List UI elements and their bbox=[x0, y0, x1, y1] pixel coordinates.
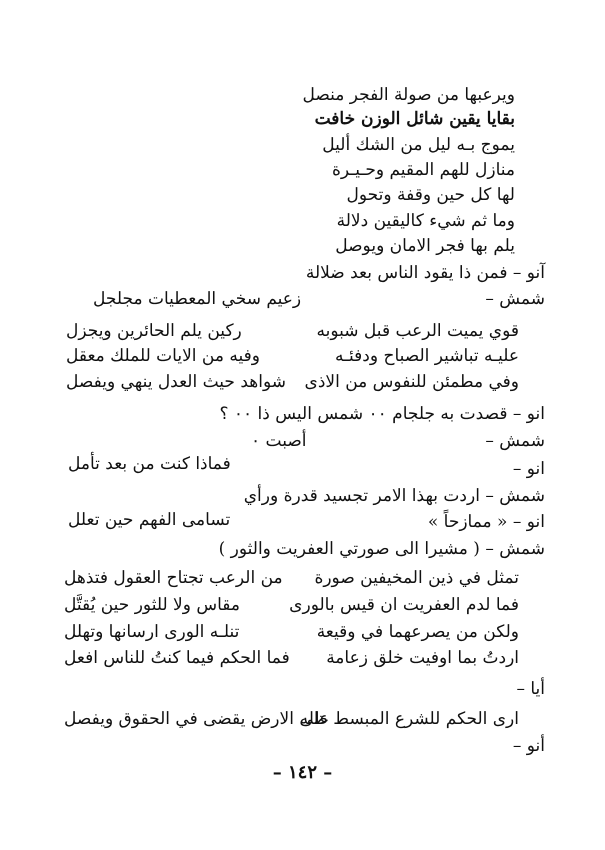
speaker-label: شمش – bbox=[485, 289, 545, 309]
dialogue-line: آنو – فمن ذا يقود الناس بعد ضلالة bbox=[305, 263, 545, 283]
verse-line: وما ثم شيء كاليقين دلالة bbox=[336, 211, 515, 231]
verse-hemistich-right: ولكن من يصرعهما في وقيعة bbox=[316, 622, 519, 642]
verse-hemistich-right: قوي يميت الرعب قبل شبوبه bbox=[316, 321, 519, 341]
speaker-label: انو – bbox=[512, 459, 545, 479]
verse-line: أصبت ٠ bbox=[251, 431, 307, 451]
speaker-label: أنو – bbox=[512, 736, 545, 756]
verse-hemistich-right: تمثل في ذين المخيفين صورة bbox=[314, 568, 519, 588]
dialogue-line: شمش – اردت بهذا الامر تجسيد قدرة ورأي bbox=[243, 486, 545, 506]
verse-hemistich-left: شواهد حيث العدل ينهي ويفصل bbox=[66, 372, 286, 392]
verse-line: يموج بـه ليل من الشك أليل bbox=[322, 135, 515, 155]
speaker-label: انو – « ممازحاً » bbox=[427, 512, 545, 532]
verse-line: فماذا كنت من بعد تأمل bbox=[68, 454, 231, 474]
speaker-label: شمش – bbox=[485, 431, 545, 451]
verse-hemistich-right: عليـه تباشير الصباح ودفئـه bbox=[334, 346, 519, 366]
verse-line: ويرعبها من صولة الفجر منصل bbox=[302, 85, 515, 105]
verse-hemistich-right: ارى الحكم للشرع المبسط ظله bbox=[299, 709, 519, 729]
verse-line: زعيم سخي المعطيات مجلجل bbox=[93, 289, 302, 309]
verse-hemistich-left: فما الحكم فيما كنتُ للناس افعل bbox=[64, 648, 290, 668]
verse-line: لها كل حين وقفة وتحول bbox=[346, 185, 515, 205]
verse-hemistich-left: على الارض يقضى في الحقوق ويفصل bbox=[64, 709, 330, 729]
verse-hemistich-right: اردتُ بما اوفيت خلق زعامة bbox=[326, 648, 519, 668]
verse-line: بقايا يقين شائل الوزن خافت bbox=[314, 109, 515, 129]
verse-hemistich-right: وفي مطمئن للنفوس من الاذى bbox=[304, 372, 519, 392]
verse-line: يلم بها فجر الامان ويوصل bbox=[335, 236, 515, 256]
verse-line: تسامى الفهم حين تعلل bbox=[68, 510, 231, 530]
stage-direction: شمش – ( مشيرا الى صورتي العفريت والثور ) bbox=[218, 539, 545, 559]
dialogue-line: انو – قصدت به جلجام ٠٠ شمس اليس ذا ٠٠ ؟ bbox=[219, 404, 545, 424]
verse-hemistich-left: ركين يلم الحائرين ويجزل bbox=[66, 321, 242, 341]
verse-hemistich-left: مقاس ولا للثور حين يُقتَّل bbox=[64, 595, 241, 615]
verse-hemistich-left: تنلـه الورى ارسانها وتهلل bbox=[64, 622, 240, 642]
page-number: – ١٤٢ – bbox=[272, 762, 333, 783]
verse-hemistich-right: فما لدم العفريت ان قيس بالورى bbox=[289, 595, 519, 615]
verse-hemistich-left: وفيه من الايات للملك معقل bbox=[66, 346, 260, 366]
verse-hemistich-left: من الرعب تجتاح العقول فتذهل bbox=[64, 568, 283, 588]
verse-line: منازل للهم المقيم وحـيـرة bbox=[331, 160, 515, 180]
speaker-label: أيا – bbox=[516, 679, 545, 699]
